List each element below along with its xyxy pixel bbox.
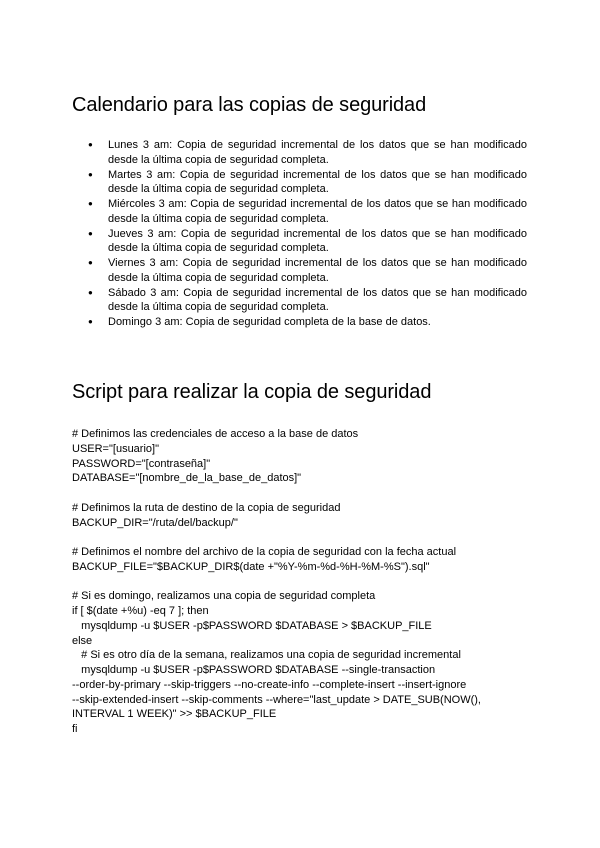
- script-line: mysqldump -u $USER -p$PASSWORD $DATABASE > $BACKUP_FILE: [72, 619, 432, 632]
- list-item: ● Jueves 3 am: Copia de seguridad incremental de los datos que se han modificado desde la última copia de seguridad completa.: [72, 227, 527, 257]
- list-item: ● Martes 3 am: Copia de seguridad incremental de los datos que se han modificado desde la última copia de seguridad completa.: [72, 168, 527, 198]
- script-line: BACKUP_DIR="/ruta/del/backup/": [72, 516, 238, 529]
- list-item: ● Domingo 3 am: Copia de seguridad completa de la base de datos.: [72, 315, 527, 330]
- script-heading: Script para realizar la copia de seguridad: [72, 381, 432, 403]
- list-item: ● Miércoles 3 am: Copia de seguridad incremental de los datos que se han modificado desde la última copia de seguridad completa.: [72, 197, 527, 227]
- script-line: USER="[usuario]": [72, 442, 159, 455]
- list-item: ● Viernes 3 am: Copia de seguridad incremental de los datos que se han modificado desde la última copia de seguridad completa.: [72, 256, 527, 286]
- list-item: ● Sábado 3 am: Copia de seguridad incremental de los datos que se han modificado desde la última copia de seguridad completa.: [72, 286, 527, 316]
- script-line: DATABASE="[nombre_de_la_base_de_datos]": [72, 472, 302, 485]
- script-line: INTERVAL 1 WEEK)" >> $BACKUP_FILE: [72, 708, 277, 721]
- script-line: --order-by-primary --skip-triggers --no-create-info --complete-insert --insert-ignore: [72, 678, 467, 691]
- script-line: # Definimos la ruta de destino de la copia de seguridad: [72, 501, 341, 514]
- list-item: ● Lunes 3 am: Copia de seguridad incremental de los datos que se han modificado desde la última copia de seguridad completa.: [72, 138, 527, 168]
- script-line: # Definimos el nombre del archivo de la copia de seguridad con la fecha actual: [72, 546, 457, 558]
- script-line: PASSWORD="[contraseña]": [72, 457, 211, 470]
- script-line: mysqldump -u $USER -p$PASSWORD $DATABASE --single-transaction: [72, 664, 436, 676]
- script-line: BACKUP_FILE="$BACKUP_DIR$(date +"%Y-%m-%d-%H-%M-%S").sql": [72, 560, 430, 573]
- script-line: if [ $(date +%u) -eq 7 ]; then: [72, 605, 209, 617]
- script-line: --skip-extended-insert --skip-comments --where="last_update > DATE_SUB(NOW(),: [72, 693, 481, 706]
- script-line: [72, 575, 532, 590]
- script-line: # Si es domingo, realizamos una copia de seguridad completa: [72, 590, 376, 603]
- schedule-heading: Calendario para las copias de seguridad: [72, 94, 427, 116]
- script-line: [72, 486, 532, 501]
- script-line: # Definimos las credenciales de acceso a la base de datos: [72, 428, 359, 440]
- script-line: # Si es otro día de la semana, realizamos una copia de seguridad incremental: [72, 649, 461, 662]
- backup-script: [72, 427, 532, 737]
- script-line: else: [72, 634, 93, 647]
- schedule-list: [72, 138, 527, 330]
- script-line: [72, 530, 532, 545]
- script-line: fi: [72, 723, 78, 735]
